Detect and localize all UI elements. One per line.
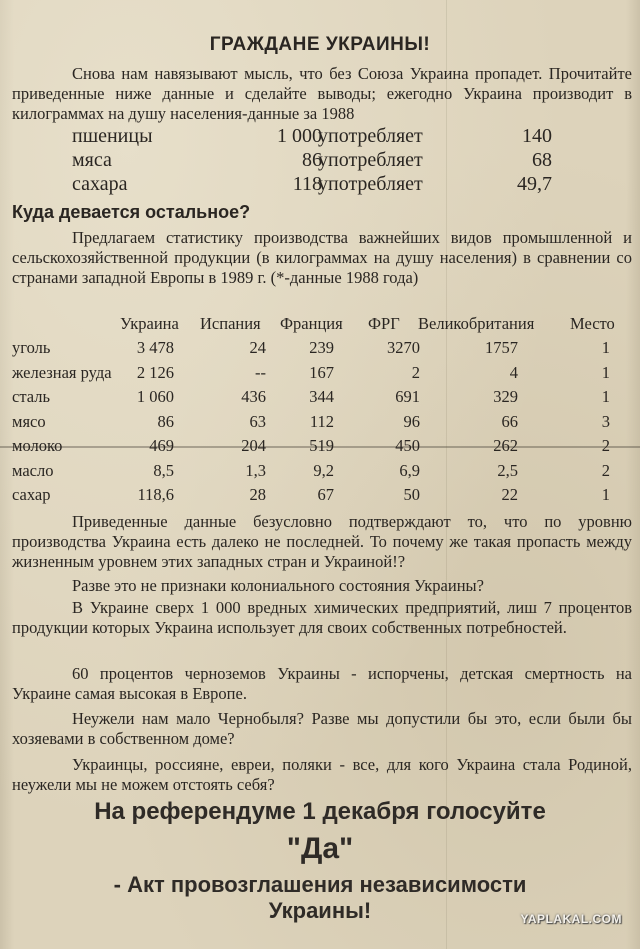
table-cell: 2	[411, 362, 420, 382]
table-cell: 6,9	[399, 460, 420, 480]
row-label: сахар	[12, 485, 51, 504]
table-body	[12, 338, 632, 510]
table-cell: 3 478	[136, 338, 174, 357]
site-watermark: YAPLAKAL.COM	[520, 912, 622, 926]
table-cell: 2 126	[136, 362, 174, 382]
per-capita-stats	[72, 124, 572, 196]
stats-produced: 118	[292, 173, 322, 195]
stats-verb: употребляет	[318, 125, 423, 147]
table-cell: 2	[601, 460, 610, 480]
table-cell: 329	[493, 387, 518, 406]
stats-consumed: 49,7	[517, 173, 552, 195]
vote-yes: "Да"	[286, 832, 354, 865]
independence-act-country: Украины!	[268, 898, 372, 923]
row-label: уголь	[12, 338, 51, 357]
after-table-paragraph	[12, 512, 632, 572]
table-cell: 436	[241, 387, 266, 406]
stats-verb: употребляет	[318, 173, 423, 195]
column-header: Место	[570, 314, 615, 333]
leaflet-title: ГРАЖДАНЕ УКРАИНЫ!	[209, 34, 431, 55]
table-row	[12, 436, 632, 461]
table-cell: 450	[395, 436, 420, 455]
stats-item: сахара	[72, 173, 128, 195]
colonial-text: Разве это не признаки колониального состояния Украины?	[72, 576, 484, 595]
table-cell: 1757	[485, 338, 518, 357]
table-cell: 344	[309, 387, 334, 406]
column-header: Великобритания	[418, 314, 535, 333]
table-cell: 2	[601, 436, 610, 455]
referendum-call: На референдуме 1 декабря голосуйте	[94, 798, 546, 825]
offer-paragraph	[12, 228, 632, 288]
section-heading: Куда девается остальное?	[12, 202, 251, 222]
table-cell: 1	[601, 362, 610, 382]
table-cell: 50	[403, 485, 420, 504]
table-cell: 67	[317, 485, 334, 504]
table-cell: 469	[149, 436, 174, 455]
table-cell: 112	[309, 411, 334, 431]
table-cell: 1 060	[136, 387, 174, 406]
table-cell: 1	[601, 485, 610, 504]
table-cell: 24	[249, 338, 266, 357]
table-header	[12, 314, 632, 338]
stats-item: пшеницы	[72, 125, 153, 147]
table-row	[12, 338, 632, 363]
table-cell: 96	[403, 411, 420, 431]
row-label: молоко	[12, 436, 63, 455]
stats-item: мяса	[72, 149, 112, 171]
table-cell: 3270	[387, 338, 420, 357]
table-cell: 1	[601, 338, 610, 357]
table-cell: 86	[157, 411, 174, 431]
table-cell: 167	[309, 362, 334, 382]
table-cell: 2,5	[497, 460, 518, 480]
row-label: сталь	[12, 387, 50, 406]
chemical-text: В Украине сверх 1 000 вредных химических предприятий, лиш 7 процентов продукции которых Украина использует для своих собственных потребностей.	[12, 598, 632, 637]
table-cell: 118,6	[137, 485, 174, 504]
peoples-text: Украинцы, россияне, евреи, поляки - все, для кого Украина стала Родиной, неужели мы не можем отстоять себя?	[12, 755, 632, 794]
stats-row	[72, 172, 572, 196]
table-row	[12, 412, 632, 437]
table-cell: 3	[601, 411, 610, 431]
intro-text: Снова нам навязывают мысль, что без Союза Украина пропадет. Прочитайте приведенные ниже данные и сделайте выводы; ежегодно Украина производит в килограммах на душу населения-данные за 1988	[12, 64, 632, 123]
colonial-question	[12, 576, 632, 596]
stats-verb: употребляет	[318, 149, 423, 171]
offer-text: Предлагаем статистику производства важнейших видов промышленной и сельскохозяйственной продукции (в килограммах на душу населения) в сравнении со странами западной Европы в 1989 г. (*-данные 1988 года)	[12, 228, 632, 287]
table-cell: 519	[309, 436, 334, 455]
table-cell: 4	[509, 362, 518, 382]
stats-produced: 86	[302, 149, 322, 171]
intro-paragraph	[12, 64, 632, 124]
table-row	[12, 387, 632, 412]
table-row	[12, 363, 632, 388]
table-cell: 262	[493, 436, 518, 455]
column-header: Франция	[280, 314, 343, 333]
table-cell: 9,2	[313, 460, 334, 480]
table-cell: 1	[601, 387, 610, 406]
chernobyl-text: Неужели нам мало Чернобыля? Разве мы допустили бы это, если были бы хозяевами в собственном доме?	[12, 709, 632, 748]
table-cell: 8,5	[153, 460, 174, 480]
chemical-paragraph	[12, 598, 632, 638]
column-header: ФРГ	[368, 314, 400, 333]
comparison-table	[12, 314, 632, 510]
stats-row	[72, 124, 572, 148]
table-cell: 204	[241, 436, 266, 455]
table-cell: 66	[501, 411, 518, 431]
table-cell: 691	[395, 387, 420, 406]
chernozem-text: 60 процентов черноземов Украины - испорчены, детская смертность на Украине самая высокая в Европе.	[12, 664, 632, 703]
stats-row	[72, 148, 572, 172]
column-header: Украина	[120, 314, 179, 333]
table-row	[12, 461, 632, 486]
table-cell: --	[255, 362, 266, 382]
stats-consumed: 140	[522, 125, 552, 147]
table-row	[12, 485, 632, 510]
row-label: мясо	[12, 411, 46, 431]
peoples-paragraph	[12, 755, 632, 795]
stats-produced: 1 000	[277, 125, 322, 147]
independence-act: - Акт провозглашения независимости	[113, 872, 527, 897]
table-cell: 239	[309, 338, 334, 357]
table-cell: 28	[249, 485, 266, 504]
after-table-text: Приведенные данные безусловно подтверждают то, что по уровню производства Украина есть далеко не последней. То почему же такая пропасть между жизненным уровнем этих западных стран и Украиной!?	[12, 512, 632, 571]
chernobyl-paragraph	[12, 709, 632, 749]
table-cell: 63	[249, 411, 266, 431]
table-cell: 1,3	[245, 460, 266, 480]
table-cell: 22	[501, 485, 518, 504]
chernozem-paragraph	[12, 664, 632, 704]
row-label: железная руда	[12, 362, 112, 382]
column-header: Испания	[200, 314, 261, 333]
row-label: масло	[12, 460, 54, 480]
stats-consumed: 68	[532, 149, 552, 171]
